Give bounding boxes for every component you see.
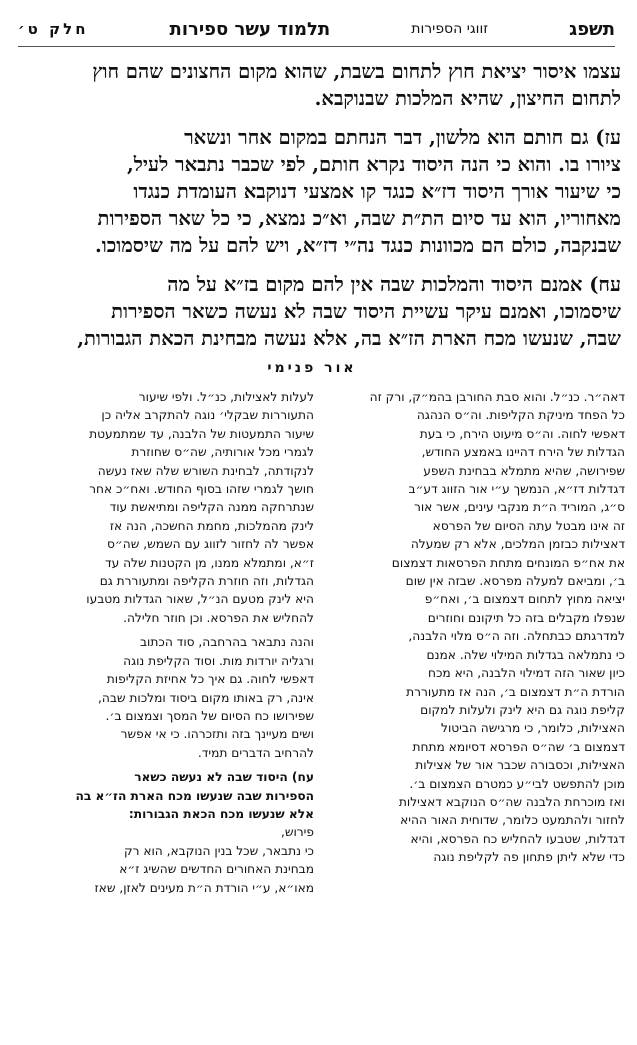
text-line: היא לינק מטעם הנ״ל, שאור הגדלות מטבעו	[86, 592, 314, 607]
text-line: עח) היסוד שבה לא נעשה כשאר	[134, 770, 314, 785]
commentary-paragraph	[12, 633, 314, 762]
text-line: עצמו איסור יציאת חוץ לתחום בשבת, שהוא מקום החצונים שהם חוץ	[92, 60, 621, 83]
paragraph-78	[16, 271, 621, 352]
text-line: שפירושו כח הסיום של המסך וצמצום ב׳.	[105, 708, 314, 723]
text-line: דאפשי לחוה. וה״ס מיעוט הירח, כי בעת	[419, 426, 625, 441]
commentary-left-column	[12, 388, 314, 1035]
text-line: למדרגתם כבתחלה. וזה ה״ס מלוי הלבנה,	[408, 629, 625, 644]
text-line: מאו״א, ע״י הורדת ה״ת מעינים לאזן, שאז	[94, 880, 314, 895]
header-section: זווגי הספירות	[411, 21, 489, 37]
text-line: הגדלות, וזה חוזרת הקליפה ומתעוררת גם	[99, 574, 314, 589]
text-line: קליפת נוגה גם היא לינק ולעלות למקום	[420, 702, 625, 717]
running-header	[18, 14, 615, 44]
commentary-paragraph	[12, 388, 314, 627]
text-line: ואז מוכרחת הלבנה שה״ס הנוקבא דאצילות	[398, 794, 625, 809]
text-line: חושך לגמרי שזהו בסוף החודש. ואח״כ אחר	[89, 482, 314, 497]
text-line: דאצילות כבזמן המלכים, אלא רק שמעלה	[410, 537, 625, 552]
text-line: להרחיב הדברים תמיד.	[197, 745, 314, 760]
text-line: שפירושה, שהיא מתמלא בבחינת השפע	[423, 463, 625, 478]
text-line: לתחום החיצון, שהיא המלכות שבנוקבא.	[314, 87, 621, 110]
text-line: דצמצום ב׳ שה״ס הפרסא דסיומא מתחת	[412, 739, 625, 754]
text-line: לגמרי מכל אורותיה, שה״ס שחוזרת	[131, 445, 314, 460]
paragraph-1	[16, 58, 621, 112]
text-line: שנתרחקה ממנה הקליפה ומתיאשת עוד	[109, 500, 314, 515]
text-line: עח) אמנם היסוד והמלכות שבה אין להם מקום בז״א על מה	[167, 273, 621, 296]
header-year: תשפג	[569, 18, 615, 40]
text-line: מוכן להתפשט לבי״ע כמטרם הצמצום ב׳.	[409, 776, 625, 791]
text-line: את אח״פ המונחים מתחת הפרסאות דצמצום	[391, 555, 625, 570]
text-line: שיסמוכו, ואמנם עיקר עשיית היסוד שבה לא נעשה כשאר הספירות	[111, 300, 621, 323]
main-text	[16, 58, 621, 364]
text-line: לנקודתה, לבחינת השורש שלה שאז נעשה	[97, 463, 314, 478]
commentary	[12, 360, 625, 1035]
text-line: כדי שלא ליתן פתחון פה לקליפת נוגה	[433, 850, 625, 865]
text-line: מאחוריו, הוא עד סיום הת״ת שבה, וא״כ נמצא, כי כל שאר הספירות	[97, 207, 621, 230]
text-line: שבנקבה, כולם הם מכוונות כנגד נה״י דז״א, ויש להם על מה שיסמוכו.	[94, 234, 621, 257]
text-line: כיון שאור הזה דמילוי הלבנה, היא מכח	[428, 666, 625, 681]
text-line: לעלות לאצילות, כנ״ל. ולפי שיעור	[138, 390, 314, 404]
text-line: לינק מהמלכות, מחמת החשכה, הנה אז	[109, 518, 314, 533]
text-line: כי שיעור אורך היסוד דז״א כנגד קו אמצעי דנוקבא העומדת כנגדו	[133, 180, 621, 203]
text-line: דגדלות, שטבעו להחליש כח הפרסא, והיא	[410, 831, 625, 846]
text-line: דאה״ר. כנ״ל. והוא סבת החורבן בהמ״ק, ורק זה	[369, 390, 625, 404]
text-line: שנפלו מקבלים בזה כל תיקונם וחוזרים	[427, 610, 625, 625]
text-line: האצילות, כלומר, כי מרגישה הביטול	[441, 721, 625, 736]
text-line: והנה נתבאר בהרחבה, סוד הכתוב	[140, 635, 314, 650]
header-part: חלק ט׳	[18, 20, 89, 38]
text-line: ב׳, ומביאם למעלה מפרסא. שבזה אין שום	[405, 574, 625, 589]
text-line: עז) גם חותם הוא מלשון, דבר הנחתם במקום אחר ונשאר	[184, 126, 621, 149]
text-line: אפשר לה לחזור לזווג עם השמש, שה״ס	[107, 537, 314, 552]
text-line: האצילות, וכסבורה שכבר אור של אצילות	[415, 758, 625, 773]
text-line: דגדלות דז״א, הנמשך ע״י אור הזווג דע״ב	[408, 482, 625, 497]
text-line: לחזור ולהתמעט כלומר, שדוחית האור ההיא	[400, 813, 625, 828]
paragraph-77	[16, 124, 621, 259]
text-line: שבה, שנעשו מכח הארת הז״א בה, אלא נעשה מבחינת הכאת הגבורות,	[77, 327, 621, 350]
text-line: הגדלות של הירח דהיינו באמצע החודש,	[421, 445, 625, 460]
text-line: התעוררות שבקלי׳ נוגה להתקרב אליה כן	[101, 408, 314, 423]
text-line: שיעור התמעטות של הלבנה, עד שמתמעטת	[89, 426, 314, 441]
text-line: ציורו בו. והוא כי הנה היסוד נקרא חותם, לפי שכבר נתבאר לעיל,	[127, 153, 621, 176]
text-line: הורדת ה״ת דצמצום ב׳, הנה אז מתעוררת	[406, 684, 625, 699]
text-line: להחליש את הפרסא. וכן חוזר חלילה.	[123, 610, 314, 625]
text-line: פירוש,	[280, 825, 314, 840]
commentary-title: אור פנימי	[267, 360, 357, 376]
text-line: ז״א, ומתמלא ממנו, מן הקטנות שלה עד	[104, 555, 314, 570]
text-line: יציאה מחוץ לתחום דצמצום ב׳, ואח״פ	[424, 592, 625, 607]
text-line: דאפשי לחוה. גם איך כל אחיזת הקליפות	[106, 672, 314, 687]
header-divider	[18, 46, 615, 47]
text-line: כל הפחד מיניקת הקליפות. וה״ס הנהגה	[416, 408, 625, 423]
commentary-right-column	[323, 388, 625, 1035]
text-line: זה אינו מבטל עתה הסיום של הפרסא	[432, 518, 625, 533]
text-line: ושים מעיינך בזה ותזכרהו. כי אי אפשר	[120, 727, 314, 742]
text-line: כי נתמלאה בגדלות המילוי שלה. אמנם	[426, 647, 625, 662]
text-line: ס״ג, המוריד ה״ת מנקבי עינים, אשר אור	[413, 500, 625, 515]
text-line: כי נתבאר, שכל בנין הנוקבא, הוא רק	[123, 843, 314, 858]
text-line: ורגליה יורדות מות. וסוד הקליפת נוגה	[123, 653, 314, 668]
text-line: אינה, רק באותו מקום ביסוד ומלכות שבה,	[97, 690, 314, 705]
header-book-title: תלמוד עשר ספירות	[169, 18, 331, 40]
text-line: הספירות שבה שנעשו מכח הארת הז״א בה	[75, 788, 314, 803]
text-line: מבחינת האחורים החדשים שהשיג ז״א	[119, 862, 314, 877]
commentary-paragraph	[12, 768, 314, 897]
text-line: אלא שנעשו מכח הכאת הגבורות:	[128, 806, 314, 821]
